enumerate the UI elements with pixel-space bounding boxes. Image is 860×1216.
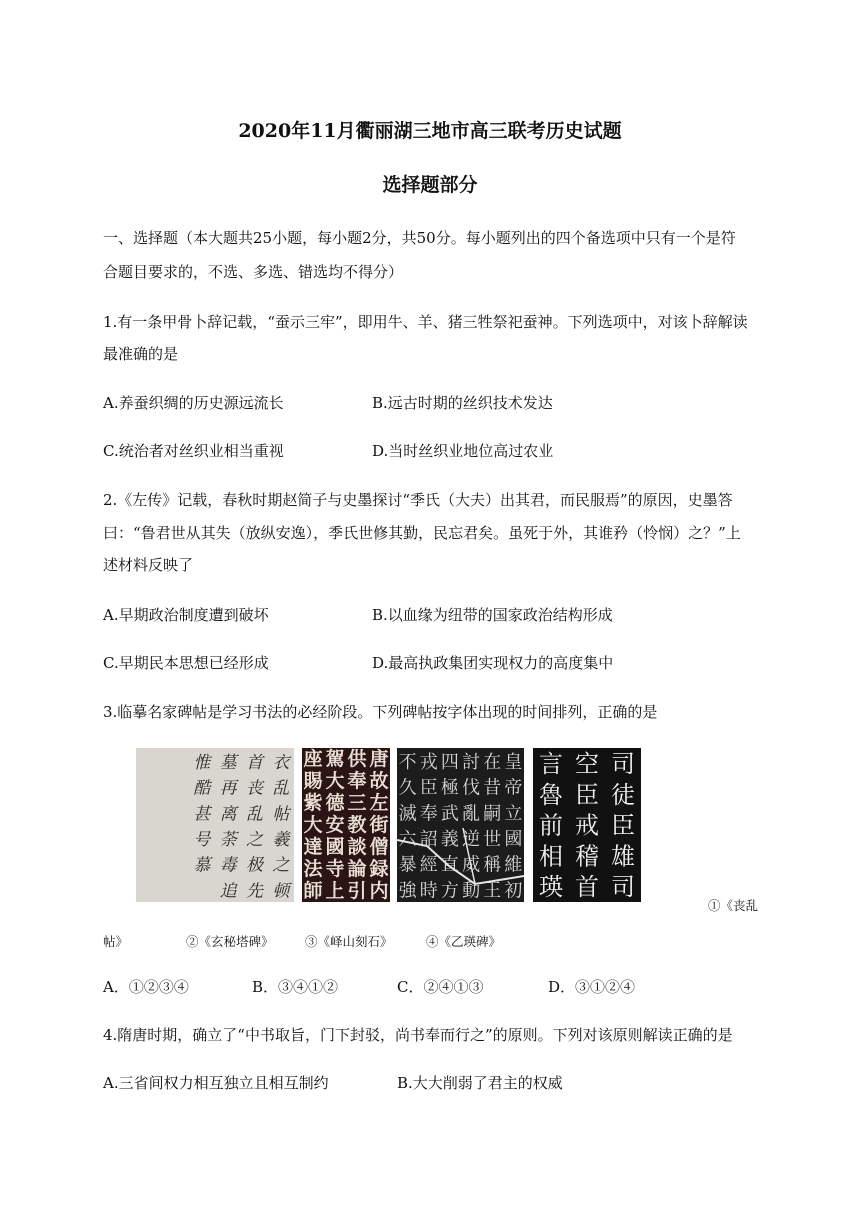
rubbing-glyph: 号 (193, 830, 211, 851)
rubbing-glyph: 之 (272, 855, 290, 876)
q2-option-c: C.早期民本思想已经形成 (103, 654, 269, 672)
q3-caption-1-part-2: 帖》 (103, 934, 129, 949)
rubbing-glyph: 紫 (303, 792, 323, 815)
q3-caption-3: ③《峄山刻石》 (305, 934, 393, 949)
rubbing-glyph: 法 (303, 858, 323, 881)
rubbing-glyph: 賜 (303, 770, 323, 793)
rubbing-glyph: 之 (246, 830, 263, 851)
q3-option-b: B．③④①② (252, 978, 339, 996)
instructions-line-1: 一、选择题（本大题共25小题，每小题2分，共50分。每小题列出的四个备选项中只有一个是符 (103, 229, 736, 247)
rubbing-glyph: 伐 (462, 777, 481, 799)
rubbing-glyph: 言 (539, 750, 563, 779)
rubbing-glyph: 大 (303, 814, 323, 837)
rubbing-glyph: 亂 (462, 803, 481, 825)
rubbing-glyph: 德 (325, 792, 345, 815)
rubbing-glyph: 大 (325, 770, 345, 793)
rubbing-glyph: 談 (347, 836, 367, 859)
q1-option-c: C.统治者对丝织业相当重视 (103, 442, 284, 460)
rubbing-glyph: 論 (347, 858, 367, 881)
rubbing-glyph: 維 (504, 854, 523, 876)
rubbing-glyph: 荼 (219, 830, 237, 851)
q1-option-a: A.养蚕织绸的历史源远流长 (103, 394, 284, 412)
q3-caption-2: ②《玄秘塔碑》 (186, 934, 274, 949)
q2-stem-line-3: 述材料反映了 (103, 556, 194, 574)
rubbing-glyph: 街 (369, 814, 389, 837)
rubbing-glyph: 六 (398, 829, 417, 851)
rubbing-glyph: 座 (303, 748, 323, 771)
q3-caption-1-part-1: ①《丧乱 (708, 898, 759, 913)
rubbing-glyph: 酷 (193, 778, 211, 799)
rubbing-glyph: 武 (440, 803, 459, 825)
q1-option-b: B.远古时期的丝织技术发达 (372, 394, 553, 412)
q1-option-d: D.当时丝织业地位高过农业 (372, 442, 554, 460)
rubbing-glyph: 四 (440, 752, 459, 774)
rubbing-glyph: 滅 (398, 803, 417, 825)
q4-option-b: B.大大削弱了君主的权威 (397, 1074, 563, 1092)
rubbing-glyph: 在 (483, 752, 502, 774)
rubbing-glyph: 司 (611, 873, 635, 902)
rubbing-glyph: 録 (369, 858, 389, 881)
rubbing-glyph: 唐 (369, 748, 389, 771)
rubbing-glyph: 經 (419, 854, 438, 876)
rubbing-glyph: 追 (219, 881, 237, 902)
q2-option-a: A.早期政治制度遭到破坏 (103, 606, 269, 624)
rubbing-glyph: 威 (462, 854, 481, 876)
page-title: 2020年11月衢丽湖三地市高三联考历史试题 (238, 120, 622, 142)
rubbing-glyph: 前 (539, 811, 563, 840)
q4-option-a: A.三省间权力相互独立且相互制约 (103, 1074, 329, 1092)
rubbing-glyph: 臣 (575, 780, 599, 809)
rubbing-glyph: 左 (369, 792, 389, 815)
rubbing-glyph: 嗣 (483, 803, 502, 825)
rubbing-glyph: 皇 (504, 752, 523, 774)
rubbing-glyph: 惟 (193, 753, 211, 774)
rubbing-glyph: 雄 (611, 842, 635, 871)
rubbing-glyph: 國 (504, 829, 523, 851)
rubbing-glyph: 國 (325, 836, 345, 859)
rubbing-glyph: 稽 (575, 842, 599, 871)
rubbing-glyph: 寺 (325, 858, 345, 881)
q3-option-a: A．①②③④ (103, 978, 189, 996)
rubbing-glyph: 乱 (246, 804, 263, 825)
rubbing-glyph: 慕 (193, 855, 211, 876)
calligraphy-image-sangluan (136, 748, 294, 902)
rubbing-glyph: 戎 (419, 752, 438, 774)
rubbing-glyph: 戒 (575, 811, 599, 840)
rubbing-glyph: 達 (303, 836, 323, 859)
rubbing-glyph: 羲 (272, 830, 290, 851)
rubbing-glyph: 顿 (272, 881, 290, 902)
rubbing-glyph: 暴 (398, 854, 417, 876)
rubbing-glyph: 引 (347, 880, 367, 902)
rubbing-glyph: 討 (462, 752, 481, 774)
rubbing-glyph: 魯 (539, 780, 563, 809)
q3-stem: 3.临摹名家碑帖是学习书法的必经阶段。下列碑帖按字体出现的时间排列，正确的是 (103, 703, 658, 721)
rubbing-glyph: 上 (325, 880, 345, 902)
rubbing-glyph: 昔 (483, 777, 502, 799)
rubbing-glyph: 乱 (272, 778, 290, 799)
rubbing-glyph: 奉 (419, 803, 438, 825)
q3-option-d: D．③①②④ (548, 978, 636, 996)
rubbing-glyph: 稱 (483, 854, 502, 876)
rubbing-glyph: 強 (398, 880, 417, 902)
q1-stem-line-2: 最准确的是 (103, 345, 179, 363)
rubbing-glyph: 師 (303, 880, 323, 902)
rubbing-glyph: 极 (246, 855, 263, 876)
rubbing-glyph: 義 (440, 829, 459, 851)
q2-stem-line-1: 2.《左传》记载，春秋时期赵简子与史墨探讨“季氏（大夫）出其君，而民服焉”的原因，史墨答 (103, 491, 733, 509)
rubbing-glyph: 帝 (504, 777, 523, 799)
rubbing-glyph: 内 (369, 880, 389, 902)
rubbing-glyph: 逆 (462, 829, 481, 851)
rubbing-glyph: 墓 (219, 753, 237, 774)
q1-stem-line-1: 1.有一条甲骨卜辞记载，“蚕示三牢”，即用牛、羊、猪三牲祭祀蚕神。下列选项中，对该卜辞解读 (103, 313, 748, 331)
calligraphy-image-xuanmi (302, 748, 390, 902)
rubbing-glyph: 方 (440, 880, 459, 902)
section-title: 选择题部分 (382, 174, 478, 196)
rubbing-glyph: 教 (347, 814, 367, 837)
rubbing-glyph: 再 (219, 778, 237, 799)
rubbing-glyph: 空 (575, 750, 599, 779)
rubbing-glyph: 臣 (611, 811, 635, 840)
rubbing-glyph: 衣 (272, 753, 290, 774)
rubbing-glyph: 毒 (219, 855, 237, 876)
rubbing-glyph: 甚 (193, 804, 211, 825)
rubbing-glyph: 奉 (347, 770, 367, 793)
rubbing-background (136, 748, 294, 902)
q3-option-c: C．②④①③ (397, 978, 484, 996)
rubbing-glyph: 詔 (419, 829, 438, 851)
rubbing-glyph: 駕 (325, 748, 345, 771)
rubbing-glyph: 首 (246, 753, 263, 774)
rubbing-glyph: 离 (219, 804, 237, 825)
q3-caption-4: ④《乙瑛碑》 (426, 934, 502, 949)
calligraphy-image-yishan (397, 748, 524, 902)
rubbing-glyph: 王 (483, 880, 502, 902)
rubbing-glyph: 初 (504, 880, 523, 902)
rubbing-glyph: 直 (440, 854, 459, 876)
rubbing-glyph: 立 (504, 803, 523, 825)
rubbing-glyph: 不 (398, 752, 417, 774)
calligraphy-image-yiying (533, 748, 641, 902)
rubbing-glyph: 臣 (419, 777, 438, 799)
rubbing-glyph: 僧 (369, 836, 389, 859)
rubbing-glyph: 帖 (272, 804, 290, 825)
rubbing-glyph: 司 (611, 750, 635, 779)
rubbing-glyph: 相 (539, 842, 563, 871)
rubbing-glyph: 故 (369, 770, 389, 793)
q4-stem: 4.隋唐时期，确立了“中书取旨，门下封驳，尚书奉而行之”的原则。下列对该原则解读正确的是 (103, 1026, 733, 1044)
rubbing-glyph: 首 (575, 873, 599, 902)
rubbing-glyph: 世 (483, 829, 502, 851)
rubbing-glyph: 安 (325, 814, 345, 837)
rubbing-glyph: 供 (347, 748, 367, 771)
rubbing-glyph: 瑛 (539, 873, 563, 902)
rubbing-glyph: 時 (419, 880, 438, 902)
rubbing-glyph: 極 (440, 777, 459, 799)
instructions-line-2: 合题目要求的，不选、多选、错选均不得分） (103, 263, 404, 281)
rubbing-glyph: 久 (398, 777, 417, 799)
rubbing-glyph: 丧 (246, 778, 263, 799)
q2-stem-line-2: 曰：“鲁君世从其失（放纵安逸），季氏世修其勤，民忘君矣。虽死于外，其谁矜（怜悯）之？”上 (103, 524, 741, 542)
rubbing-glyph: 三 (347, 792, 367, 815)
rubbing-glyph: 動 (462, 880, 481, 902)
q2-option-d: D.最高执政集团实现权力的高度集中 (372, 654, 614, 672)
rubbing-glyph: 先 (246, 881, 263, 902)
q2-option-b: B.以血缘为纽带的国家政治结构形成 (372, 606, 613, 624)
rubbing-glyph: 徒 (611, 780, 635, 809)
